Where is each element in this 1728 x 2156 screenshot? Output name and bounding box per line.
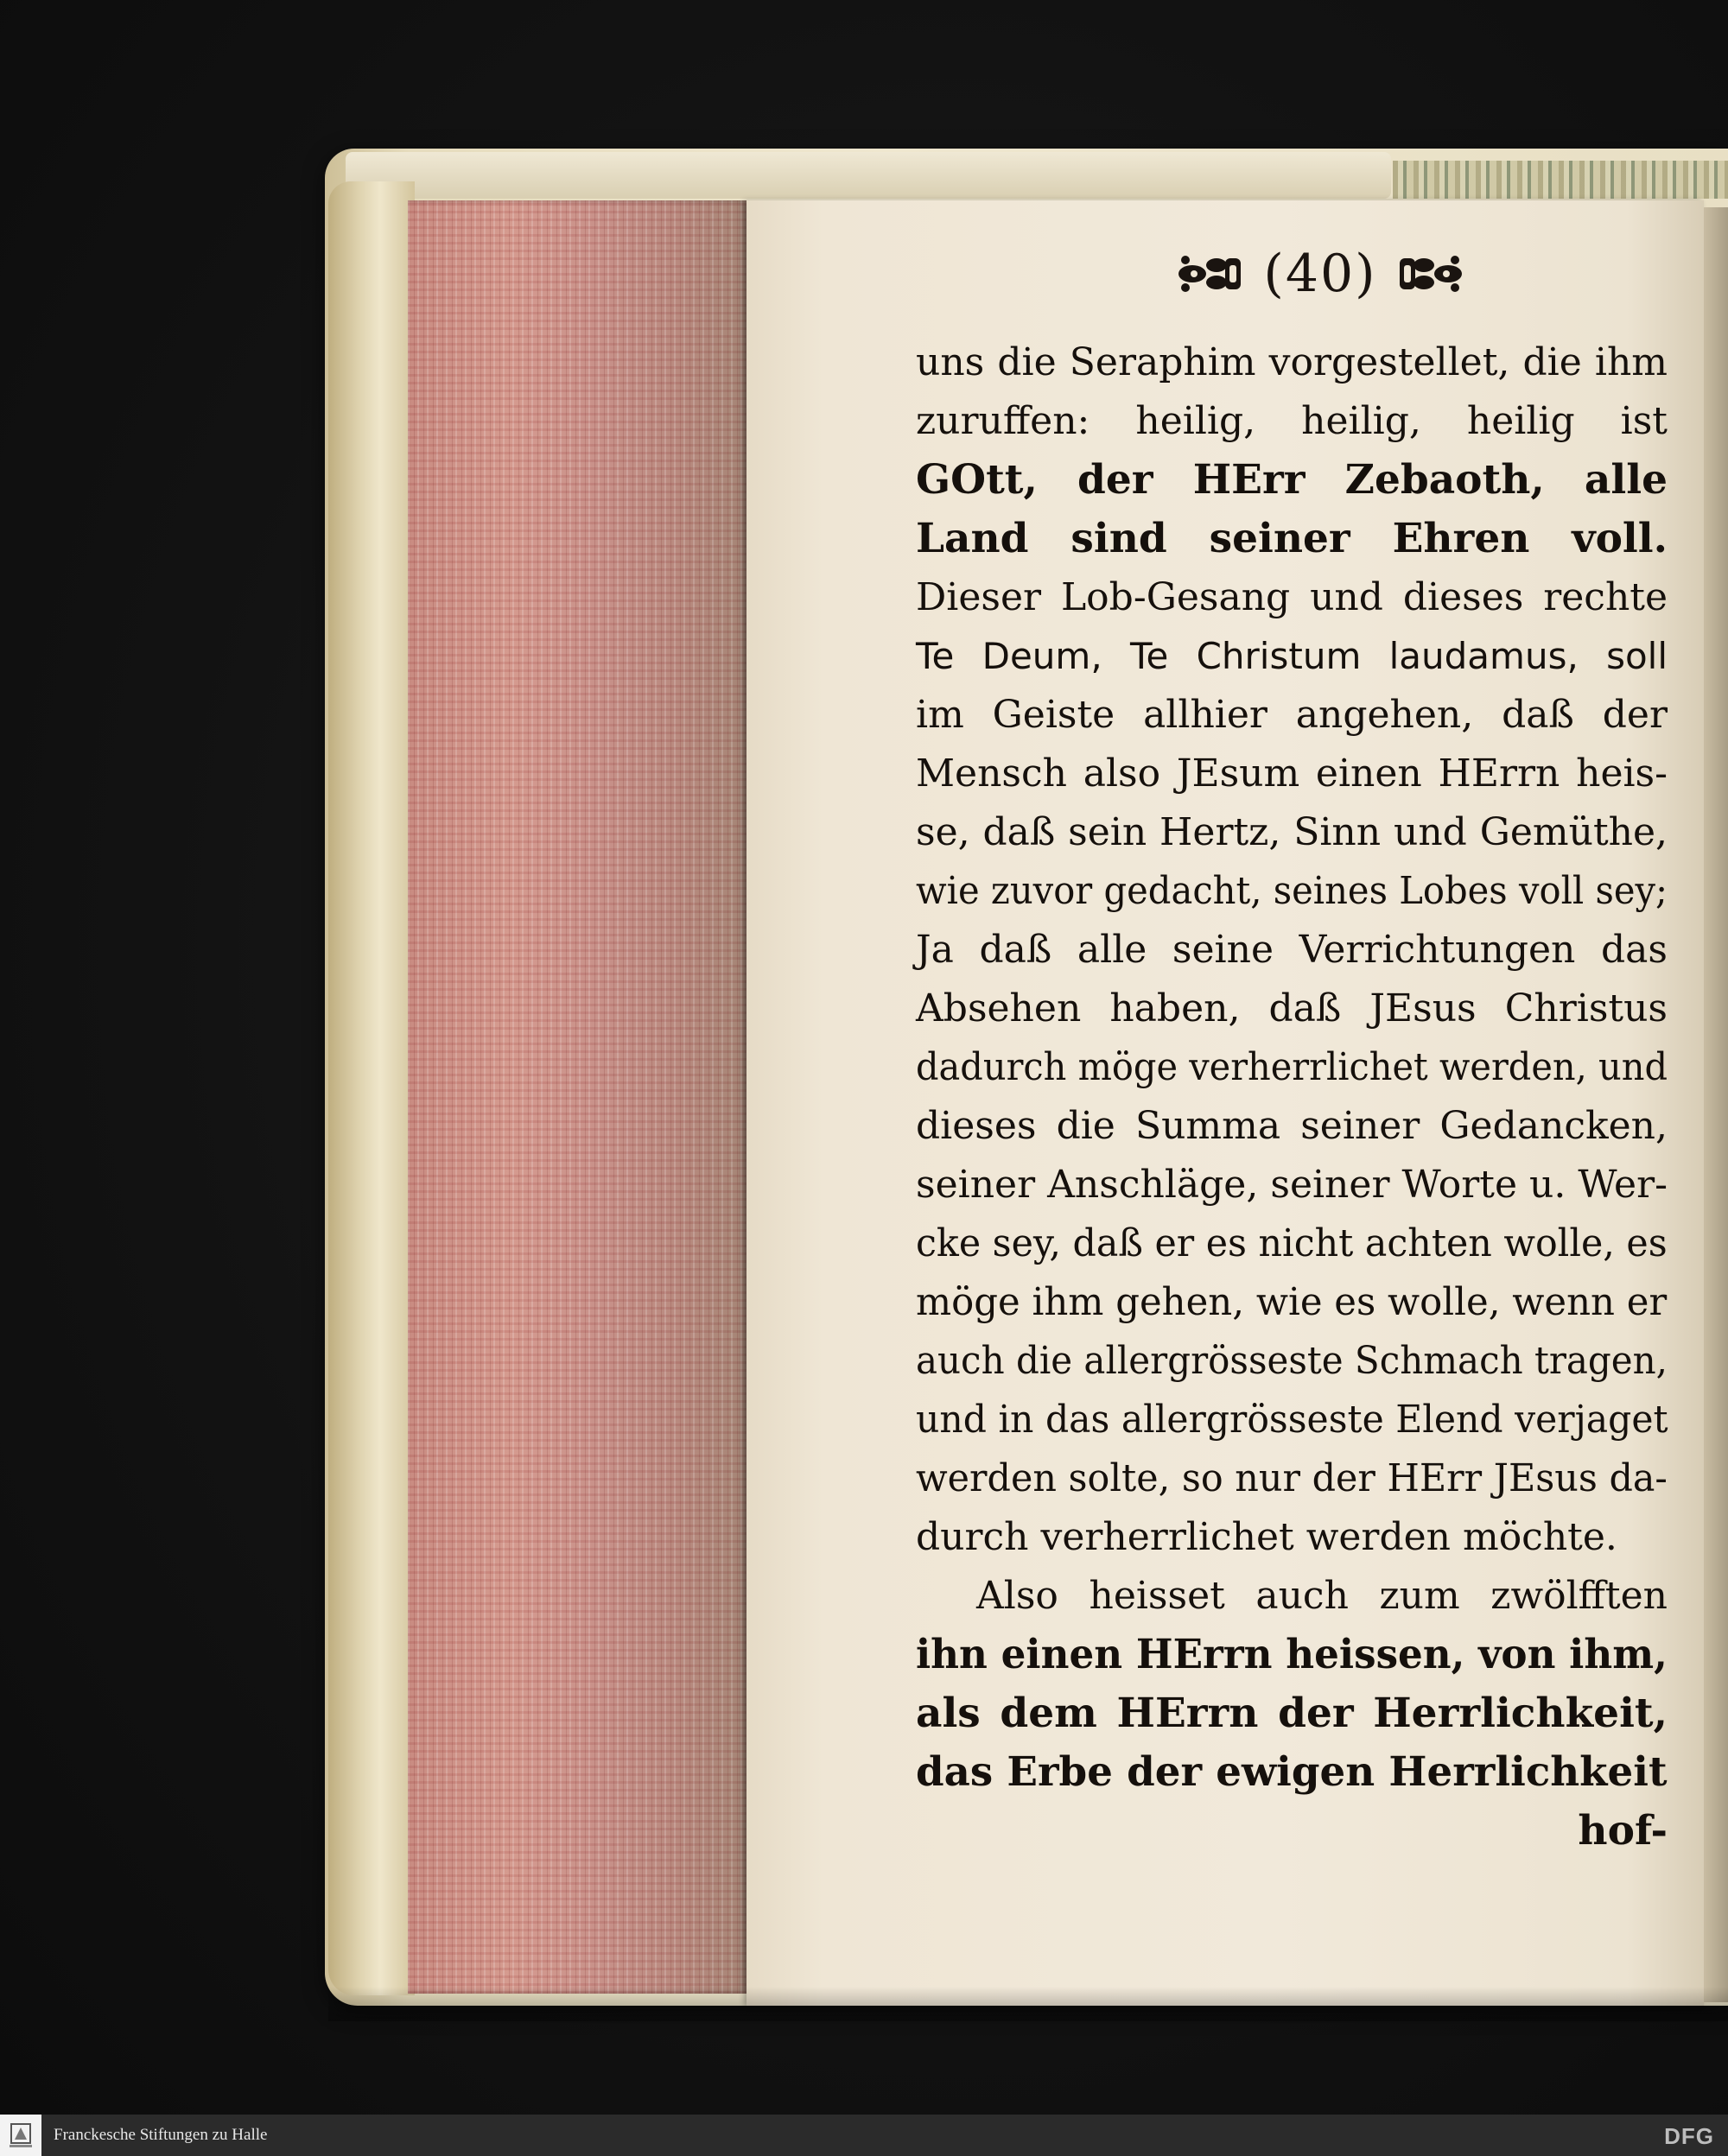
text-line: ihn einen HErrn heissen, von ihm,: [916, 1631, 1668, 1678]
page-number: (40): [1263, 244, 1377, 304]
text-line: im Geiste allhier angehen, daß der: [916, 693, 1668, 737]
text-line: Absehen haben, daß JEsus Christus: [916, 986, 1668, 1030]
footer-institution: Franckesche Stiftungen zu Halle: [54, 2126, 268, 2144]
text-line: dieses die Summa seiner Gedancken,: [916, 1104, 1668, 1148]
text-line: als dem HErrn der Herrlichkeit,: [916, 1690, 1668, 1737]
text-line: cke sey, daß er es nicht achten wolle, es: [916, 1221, 1668, 1265]
red-sprinkled-edges: [408, 200, 746, 1994]
book-shadow: [328, 1987, 1728, 2021]
text-line: Dieser Lob-Gesang und dieses rechte: [916, 575, 1668, 619]
text-line: durch verherrlichet werden möchte.: [916, 1515, 1617, 1559]
text-line: werden solte, so nur der HErr JEsus da-: [916, 1456, 1668, 1500]
text-line: auch die allergrösseste Schmach tragen,: [916, 1339, 1668, 1383]
text-line: möge ihm gehen, wie es wolle, wenn er: [916, 1280, 1668, 1324]
cover-top-edge: [346, 152, 1391, 199]
dfg-logo: DFG: [1664, 2123, 1714, 2149]
text-line: zuruffen: heilig, heilig, heilig ist: [916, 399, 1668, 443]
text-line: und in das allergrösseste Elend verjaget: [916, 1398, 1668, 1442]
book-spine: [328, 181, 415, 1995]
footer-bar: [0, 2115, 1728, 2156]
text-line: dadurch möge verherrlichet werden, und: [916, 1045, 1668, 1089]
text-line: GOtt, der HErr Zebaoth, alle: [916, 456, 1668, 504]
text-line: seiner Anschläge, seiner Worte u. Wer-: [916, 1163, 1668, 1207]
text-line: uns die Seraphim vorgestellet, die ihm: [916, 340, 1668, 384]
page-header: [1147, 235, 1493, 313]
headband: [1393, 161, 1728, 199]
fleuron-ornament-right-icon: [1394, 250, 1464, 298]
text-line: Also heisset auch zum zwölfften: [976, 1574, 1668, 1618]
page-text: [916, 333, 1668, 1861]
text-line: Mensch also JEsum einen HErrn heis-: [916, 751, 1668, 796]
text-line: das Erbe der ewigen Herrlichkeit: [916, 1748, 1668, 1796]
text-line: Te Deum, Te Christum laudamus, soll: [916, 635, 1668, 677]
text-line: se, daß sein Hertz, Sinn und Gemüthe,: [916, 810, 1668, 854]
text-line: Land sind seiner Ehren voll.: [916, 515, 1668, 562]
fleuron-ornament-left-icon: [1177, 250, 1246, 298]
page-right-edge: [1704, 207, 1728, 2002]
catchword: hof-: [1578, 1807, 1668, 1855]
franckesche-stiftungen-logo-icon: [0, 2115, 41, 2156]
text-line: Ja daß alle seine Verrichtungen das: [916, 928, 1668, 972]
text-line: wie zuvor gedacht, seines Lobes voll sey;: [916, 869, 1668, 913]
